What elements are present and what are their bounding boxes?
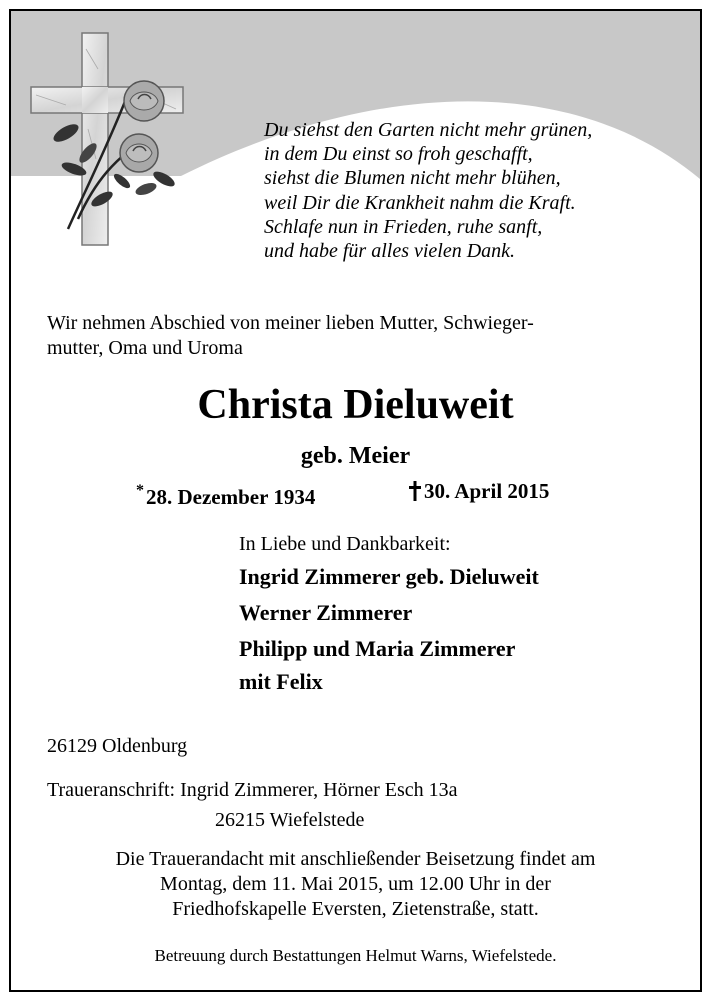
family-member: Werner Zimmerer (239, 600, 413, 625)
birth-symbol: * (136, 482, 144, 499)
family-section (239, 529, 539, 700)
obituary-card (9, 9, 702, 992)
city: 26129 Oldenburg (47, 735, 188, 757)
family-member: Philipp und Maria Zimmerer (239, 636, 516, 661)
undertaker: Betreuung durch Bestattungen Helmut Warns, Wiefelstede. (154, 946, 557, 965)
mourning-address (47, 775, 458, 835)
service-line: Die Trauerandacht mit anschließender Beisetzung findet am (115, 848, 596, 870)
poem (264, 118, 592, 263)
death-cross-icon (409, 481, 421, 501)
address-label: Traueranschrift: (47, 779, 176, 801)
birth-date-text: 28. Dezember 1934 (146, 485, 316, 509)
family-member: Ingrid Zimmerer geb. Dieluweit (239, 564, 539, 589)
deceased-name: Christa Dieluweit (197, 382, 514, 428)
death-date-text: 30. April 2015 (424, 479, 550, 503)
poem-line: siehst die Blumen nicht mehr blühen, (264, 167, 561, 190)
poem-line: Du siehst den Garten nicht mehr grünen, (264, 119, 593, 141)
service-line: Friedhofskapelle Eversten, Zietenstraße, statt. (172, 898, 539, 920)
intro-text (47, 311, 667, 361)
service-line: Montag, dem 11. Mai 2015, um 12.00 Uhr in der (160, 873, 551, 895)
poem-line: weil Dir die Krankheit nahm die Kraft. (264, 191, 576, 214)
poem-line: und habe für alles vielen Dank. (264, 240, 516, 263)
service-info (11, 847, 700, 922)
cross-with-roses-image (26, 29, 186, 249)
birth-name: geb. Meier (300, 443, 411, 469)
poem-line: Schlafe nun in Frieden, ruhe sanft, (264, 215, 543, 238)
poem-line: in dem Du einst so froh geschafft, (264, 143, 533, 166)
address-line2: 26215 Wiefelstede (215, 809, 365, 831)
death-date (409, 476, 549, 506)
intro-line: mutter, Oma und Uroma (47, 337, 243, 359)
family-label: In Liebe und Dankbarkeit: (239, 533, 451, 555)
address-line1: Ingrid Zimmerer, Hörner Esch 13a (180, 779, 458, 801)
family-member: mit Felix (239, 669, 323, 694)
birth-date (136, 476, 315, 512)
address-row (47, 775, 458, 805)
intro-line: Wir nehmen Abschied von meiner lieben Mutter, Schwieger- (47, 312, 534, 334)
